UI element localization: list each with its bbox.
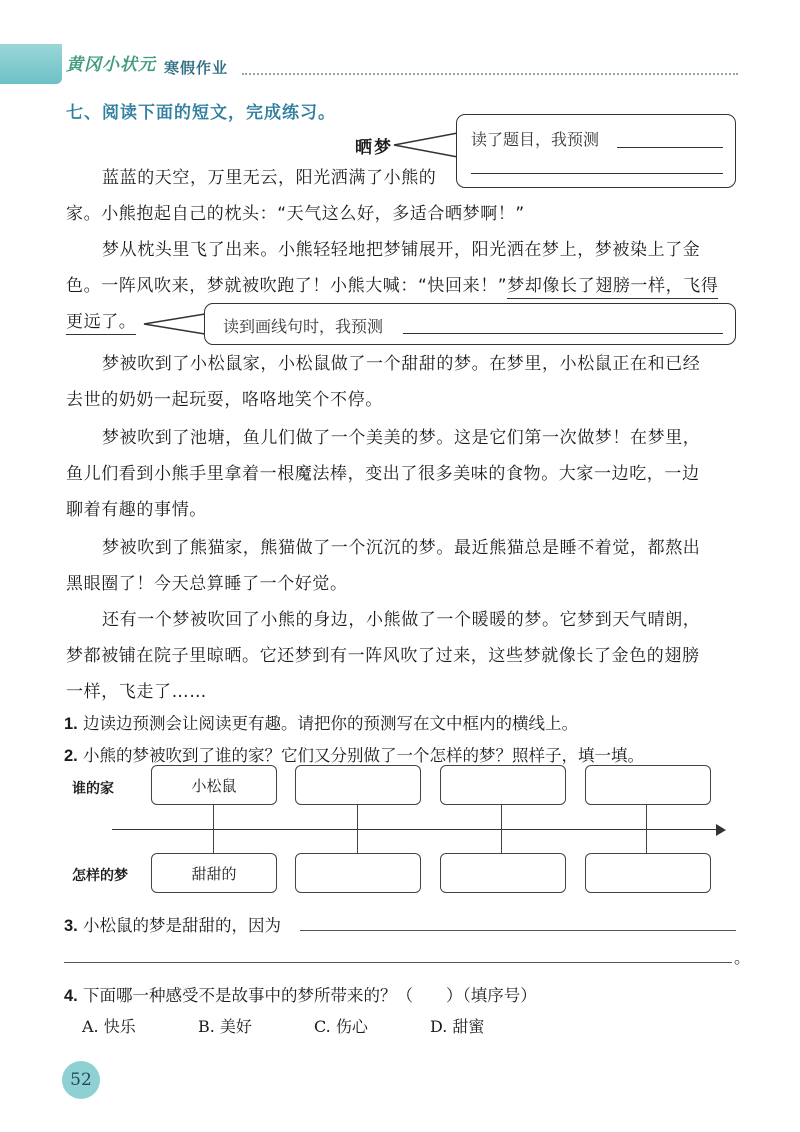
connector-2 [357, 803, 358, 853]
connector-3 [501, 803, 502, 853]
bubble-pointer-underline [142, 310, 212, 338]
question-3 [64, 912, 281, 936]
paragraph-6-line-1: 还有一个梦被吹回了小熊的身边，小熊做了一个暖暖的梦。它梦到天气晴朗， [102, 610, 701, 630]
section-title: 寒假作业 [164, 59, 229, 77]
question-3-text: 小松鼠的梦是甜甜的，因为 [83, 916, 282, 935]
paragraph-4-line-2: 鱼儿们看到小熊手里拿着一根魔法棒，变出了很多美味的食物。大家一边吃，一边 [66, 464, 700, 484]
connector-1 [213, 803, 214, 853]
paragraph-4-line-1: 梦被吹到了池塘，鱼儿们做了一个美美的梦。这是它们第一次做梦！在梦里， [102, 428, 701, 448]
question-1-text: 边读边预测会让阅读更有趣。请把你的预测写在文中框内的横线上。 [83, 714, 579, 733]
option-c[interactable]: C. 伤心 [314, 1017, 368, 1036]
question-2-number: 2. [64, 747, 78, 765]
question-3-answer-line-1[interactable] [300, 930, 736, 931]
timeline-arrow-head [716, 824, 726, 836]
paragraph-6-line-2: 梦都被铺在院子里晾晒。它还梦到有一阵风吹了过来，这些梦就像长了金色的翅膀 [66, 646, 700, 666]
paragraph-6-line-3: 一样，飞走了…… [66, 682, 207, 702]
paragraph-2-line-3 [66, 304, 136, 340]
home-box-2[interactable] [295, 765, 421, 805]
question-3-end-mark: 。 [734, 948, 751, 967]
paragraph-3-line-2: 去世的奶奶一起玩耍，咯咯地笑个不停。 [66, 390, 383, 410]
dream-box-1[interactable]: 甜甜的 [151, 853, 277, 893]
paragraph-2-line-2 [66, 268, 718, 304]
story-title: 晒梦 [355, 138, 393, 158]
header-band [0, 44, 62, 84]
dream-box-3[interactable] [440, 853, 566, 893]
prediction-line-underline[interactable] [403, 333, 723, 334]
option-d[interactable]: D. 甜蜜 [430, 1017, 485, 1036]
question-3-answer-line-2[interactable] [64, 962, 732, 963]
question-4-number: 4. [64, 987, 78, 1005]
underlined-sentence-part-1: 梦却像长了翅膀一样，飞得 [507, 276, 718, 299]
dream-box-4[interactable] [585, 853, 711, 893]
paragraph-1-line-2: 家。小熊抱起自己的枕头：“天气这么好，多适合晒梦啊！” [66, 204, 525, 224]
bubble-pointer-title [392, 128, 464, 162]
home-box-1[interactable]: 小松鼠 [151, 765, 277, 805]
paragraph-5-line-2: 黑眼圈了！今天总算睡了一个好觉。 [66, 574, 348, 594]
diagram-row-label-home: 谁的家 [72, 781, 114, 797]
question-1-number: 1. [64, 715, 78, 733]
bubble-prompt-title: 读了题目，我预测 [471, 130, 600, 149]
paragraph-2-line-1: 梦从枕头里飞了出来。小熊轻轻地把梦铺展开，阳光洒在梦上，梦被染上了金 [102, 240, 701, 260]
header-dotted-rule [242, 73, 738, 75]
bubble-prompt-underline: 读到画线句时，我预测 [223, 317, 384, 336]
option-b[interactable]: B. 美好 [198, 1017, 252, 1036]
dream-box-2[interactable] [295, 853, 421, 893]
question-1 [64, 710, 578, 734]
page-number: 52 [62, 1061, 100, 1099]
prediction-line-title-1[interactable] [617, 147, 723, 148]
question-4 [64, 982, 537, 1006]
diagram-row-label-dream: 怎样的梦 [72, 868, 128, 884]
question-2-text: 小熊的梦被吹到了谁的家？它们又分别做了一个怎样的梦？照样子，填一填。 [83, 746, 645, 765]
home-box-3[interactable] [440, 765, 566, 805]
prediction-bubble-underline [204, 303, 736, 345]
option-a[interactable]: A. 快乐 [82, 1017, 136, 1036]
brand-logo: 黄冈小状元 [66, 55, 156, 75]
underlined-sentence-part-2: 更远了。 [66, 312, 136, 335]
question-3-number: 3. [64, 917, 78, 935]
paragraph-1-line-1: 蓝蓝的天空，万里无云，阳光洒满了小熊的 [102, 168, 437, 188]
exercise-title: 七、阅读下面的短文，完成练习。 [66, 103, 336, 123]
question-4-text: 下面哪一种感受不是故事中的梦所带来的？（ ）（填序号） [83, 986, 537, 1005]
timeline-arrow-line [112, 829, 718, 830]
paragraph-2-line-2-text: 色。一阵风吹来，梦就被吹跑了！小熊大喊：“快回来！” [66, 276, 508, 296]
paragraph-5-line-1: 梦被吹到了熊猫家，熊猫做了一个沉沉的梦。最近熊猫总是睡不着觉，都熬出 [102, 538, 701, 558]
paragraph-4-line-3: 聊着有趣的事情。 [66, 500, 207, 520]
question-2 [64, 742, 644, 766]
paragraph-3-line-1: 梦被吹到了小松鼠家，小松鼠做了一个甜甜的梦。在梦里，小松鼠正在和已经 [102, 354, 701, 374]
home-box-4[interactable] [585, 765, 711, 805]
connector-4 [646, 803, 647, 853]
prediction-bubble-title [456, 114, 736, 188]
prediction-line-title-2[interactable] [471, 173, 723, 174]
